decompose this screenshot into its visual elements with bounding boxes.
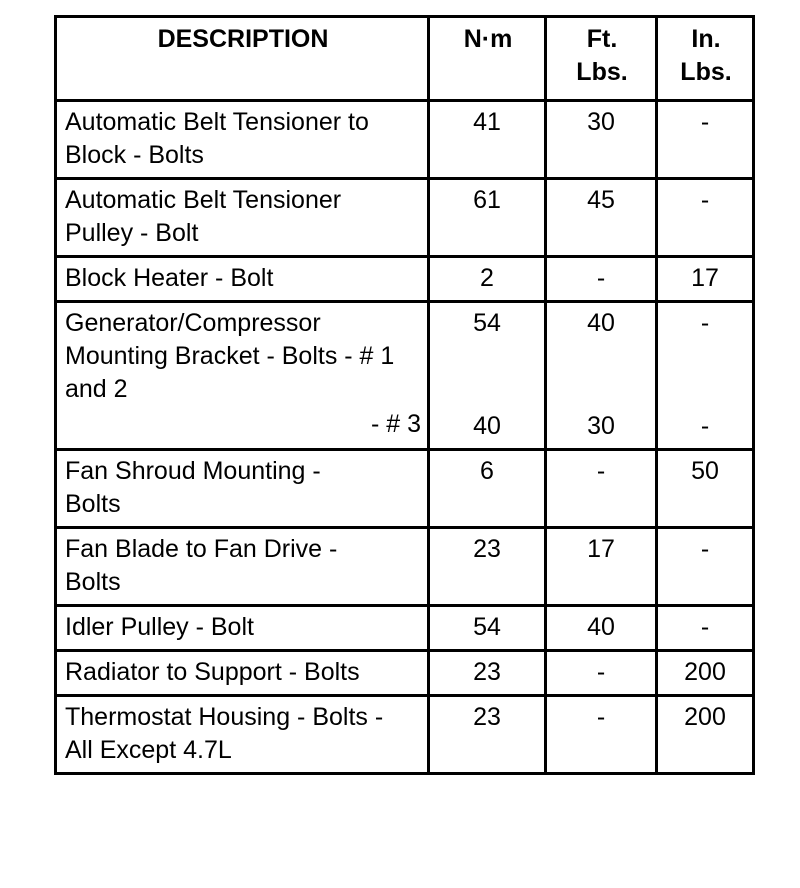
row-ft-lbs: - [546, 257, 657, 302]
row-nm [429, 302, 546, 450]
row-nm: 2 [429, 257, 546, 302]
row-nm: 61 [429, 179, 546, 257]
row-description: Idler Pulley - Bolt [56, 606, 429, 651]
row-ft-lbs: - [546, 450, 657, 528]
row-description: Block Heater - Bolt [56, 257, 429, 302]
row-nm: 23 [429, 651, 546, 696]
row-ft-lbs-main: 40 [587, 309, 615, 337]
row-nm-main: 54 [473, 309, 501, 337]
row-ft-lbs: 40 [546, 606, 657, 651]
table-row [56, 101, 754, 179]
header-row [56, 17, 754, 101]
row-in-lbs: 50 [657, 450, 754, 528]
row-ft-lbs [546, 302, 657, 450]
row-description [56, 302, 429, 450]
header-ft-lbs: Ft. Lbs. [546, 17, 657, 101]
row-ft-lbs: 45 [546, 179, 657, 257]
table-row [56, 696, 754, 774]
table-row [56, 257, 754, 302]
row-description: Fan Shroud Mounting - Bolts [56, 450, 429, 528]
row-in-lbs: - [657, 179, 754, 257]
table-row [56, 302, 754, 450]
table-row [56, 528, 754, 606]
torque-specifications-table [54, 15, 755, 775]
row-ft-lbs: 17 [546, 528, 657, 606]
row-nm: 6 [429, 450, 546, 528]
header-in-lbs: In. Lbs. [657, 17, 754, 101]
row-description: Automatic Belt Tensioner to Block - Bolts [56, 101, 429, 179]
table-row [56, 450, 754, 528]
row-description-main: Generator/Compressor Mounting Bracket - Bolts - # 1 and 2 [65, 309, 395, 403]
row-nm: 54 [429, 606, 546, 651]
table-row [56, 606, 754, 651]
table-row [56, 179, 754, 257]
row-sub-ft-lbs: 30 [587, 412, 615, 440]
row-in-lbs: - [657, 528, 754, 606]
row-sub-nm: 40 [473, 412, 501, 440]
header-nm: N·m [429, 17, 546, 101]
row-nm: 41 [429, 101, 546, 179]
row-in-lbs: 200 [657, 696, 754, 774]
row-description: Radiator to Support - Bolts [56, 651, 429, 696]
row-description: Thermostat Housing - Bolts - All Except 4.7L [56, 696, 429, 774]
row-ft-lbs: - [546, 696, 657, 774]
row-ft-lbs: - [546, 651, 657, 696]
row-sub-description: - # 3 [370, 410, 421, 438]
row-in-lbs: 200 [657, 651, 754, 696]
table-row [56, 651, 754, 696]
row-description: Automatic Belt Tensioner Pulley - Bolt [56, 179, 429, 257]
row-in-lbs: - [657, 606, 754, 651]
row-ft-lbs: 30 [546, 101, 657, 179]
row-description: Fan Blade to Fan Drive - Bolts [56, 528, 429, 606]
header-description: DESCRIPTION [56, 17, 429, 101]
row-nm: 23 [429, 528, 546, 606]
row-in-lbs: 17 [657, 257, 754, 302]
row-in-lbs [657, 302, 754, 450]
row-in-lbs-main: - [700, 309, 710, 337]
row-sub-in-lbs: - [700, 412, 710, 440]
row-nm: 23 [429, 696, 546, 774]
row-in-lbs: - [657, 101, 754, 179]
